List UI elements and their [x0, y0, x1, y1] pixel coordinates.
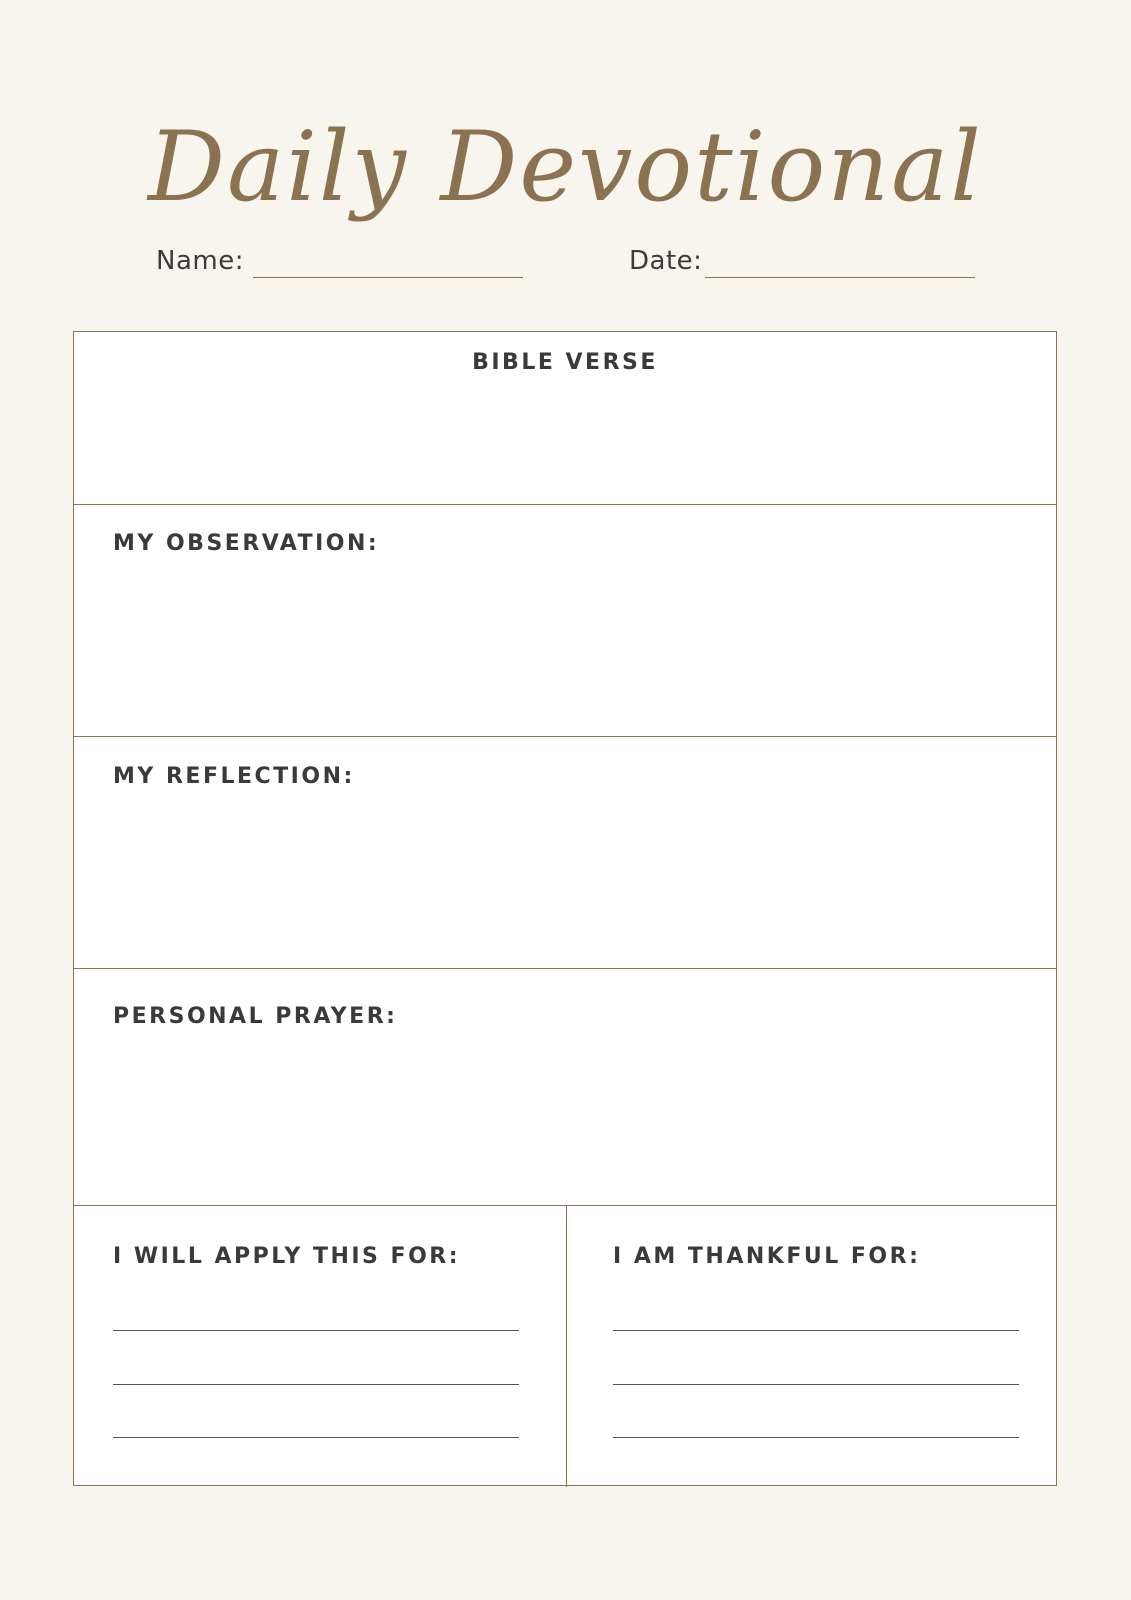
section-divider [74, 736, 1056, 737]
reflection-label: MY REFLECTION: [113, 764, 355, 789]
date-label: Date: [629, 246, 703, 276]
devotional-form [73, 331, 1057, 1486]
apply-label: I WILL APPLY THIS FOR: [113, 1244, 461, 1269]
bible-verse-label: BIBLE VERSE [472, 350, 658, 375]
thankful-line[interactable] [613, 1330, 1019, 1331]
observation-label: MY OBSERVATION: [113, 531, 380, 556]
section-divider [74, 504, 1056, 505]
column-divider [566, 1205, 567, 1487]
apply-line[interactable] [113, 1384, 519, 1385]
thankful-line[interactable] [613, 1437, 1019, 1438]
section-divider [74, 1205, 1056, 1206]
date-field[interactable] [705, 277, 975, 278]
apply-line[interactable] [113, 1437, 519, 1438]
name-field[interactable] [253, 277, 523, 278]
thankful-label: I AM THANKFUL FOR: [613, 1244, 921, 1269]
name-label: Name: [156, 246, 244, 276]
thankful-line[interactable] [613, 1384, 1019, 1385]
section-divider [74, 968, 1056, 969]
apply-line[interactable] [113, 1330, 519, 1331]
page-title: Daily Devotional [147, 111, 983, 223]
prayer-label: PERSONAL PRAYER: [113, 1004, 398, 1029]
